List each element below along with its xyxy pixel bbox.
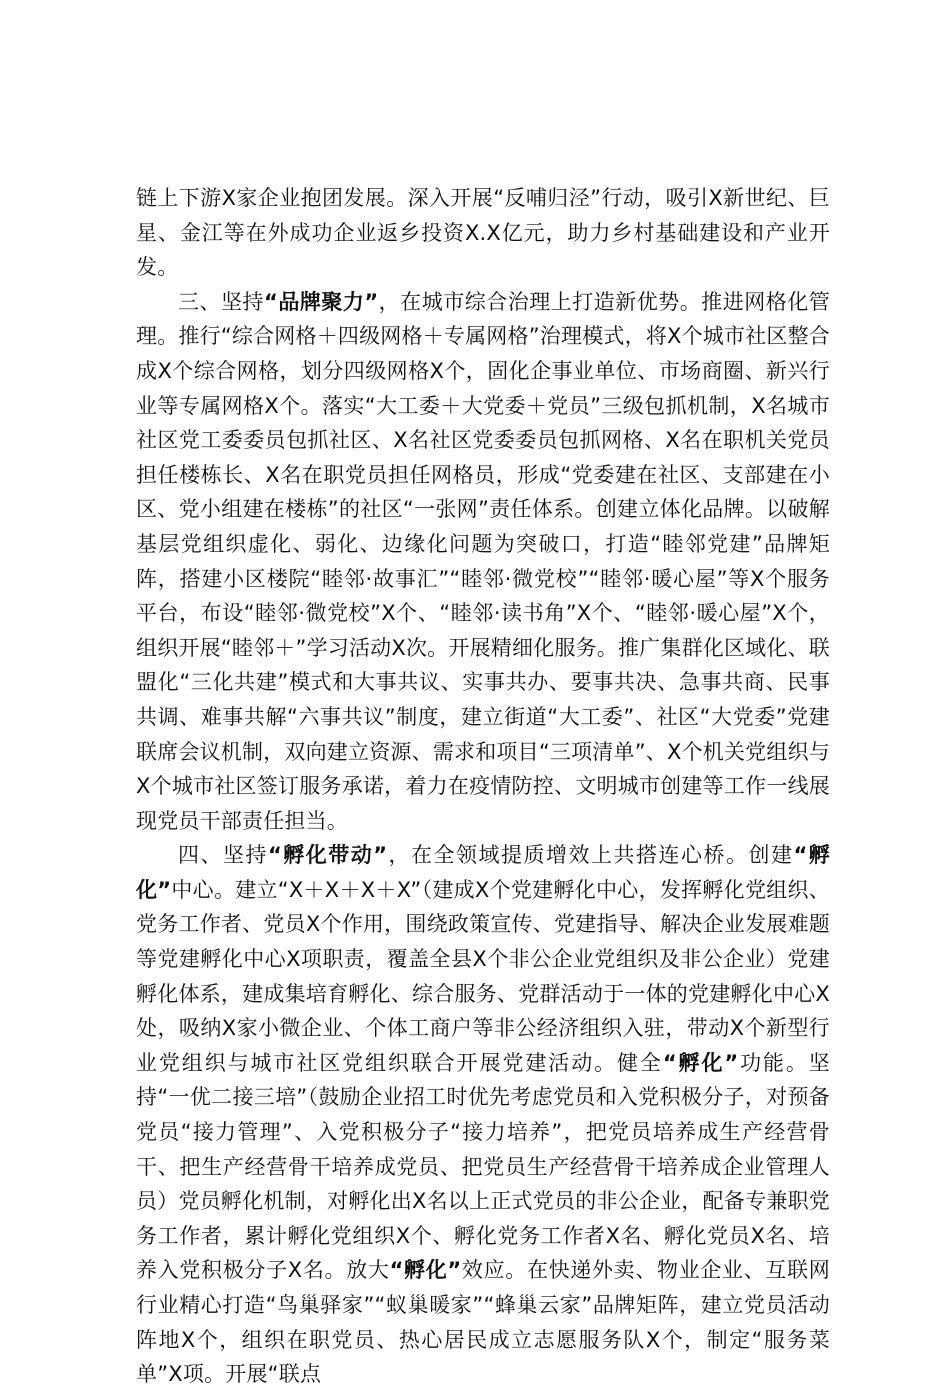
- paragraph-1-text: 链上下游X家企业抱团发展。深入开展“反哺归泾”行动，吸引X新世纪、巨星、金江等在外成功企业返乡投资X.X亿元，助力乡村基础建设和产业开发。: [136, 186, 830, 280]
- paragraph-3-highlight-3: “孵化”: [662, 1050, 739, 1075]
- paragraph-3-highlight-4: “孵化”: [389, 1258, 462, 1283]
- paragraph-3-body-2: 中心。建立“X＋X＋X＋X”（建成X个党建孵化中心，发挥孵化党组织、党务工作者、党员X个作用，围绕政策宣传、党建指导、解决企业发展难题等党建孵化中心X项职责，覆盖全县X个非公企业党组织及非公企业）党建孵化体系，建成集培育孵化、综合服务、党群活动于一体的党建孵化中心X处，吸纳X家小微企业、个体工商户等非公经济组织入驻，带动X个新型行业党组织与城市社区党组织联合开展党建活动。健全: [136, 877, 831, 1075]
- paragraph-3-body-3: 功能。坚持“一优二接三培”（鼓励企业招工时优先考虑党员和入党积极分子，对预备党员“接力管理”、入党积极分子“接力培养”，把党员培养成生产经营骨干、把生产经营骨干培养成党员、把党员生产经营骨干培养成企业管理人员）党员孵化机制，对孵化出X名以上正式党员的非公企业，配备专兼职党务工作者，累计孵化党组织X个、孵化党务工作者X名、孵化党员X名、培养入党积极分子X名。放大: [136, 1050, 830, 1283]
- body-text: [136, 181, 830, 1392]
- paragraph-3-highlight-2: “孵化”: [136, 843, 830, 902]
- paragraph-3: [136, 838, 830, 1392]
- paragraph-2-body: ，在城市综合治理上打造新优势。推进网格化管理。推行“综合网格＋四级网格＋专属网格”治理模式，将X个城市社区整合成X个综合网格，划分四级网格X个，固化企事业单位、市场商圈、新兴行业等专属网格X个。落实“大工委＋大党委＋党员”三级包抓机制，X名城市社区党工委委员包抓社区、X名社区党委委员包抓网格、X名在职机关党员担任楼栋长、X名在职党员担任网格员，形成“党委建在社区、支部建在小区、党小组建在楼栋”的社区“一张网”责任体系。创建立体化品牌。以破解基层党组织虚化、弱化、边缘化问题为突破口，打造“睦邻党建”品牌矩阵，搭建小区楼院“睦邻·故事汇”“睦邻·微党校”“睦邻·暖心屋”等X个服务平台，布设“睦邻·微党校”X个、“睦邻·读书角”X个、“睦邻·暖心屋”X个，组织开展“睦邻＋”学习活动X次。开展精细化服务。推广集群化区域化、联盟化“三化共建”模式和大事共议、实事共办、要事共决、急事共商、民事共调、难事共解“六事共议”制度，建立街道“大工委”、社区“大党委”党建联席会议机制，双向建立资源、需求和项目“三项清单”、X个机关党组织与X个城市社区签订服务承诺，着力在疫情防控、文明城市创建等工作一线展现党员干部责任担当。: [136, 289, 830, 833]
- paragraph-3-body-1: ，在全领域提质增效上共搭连心桥。创建: [387, 843, 794, 868]
- paragraph-2-highlight: “品牌聚力”: [264, 289, 379, 314]
- paragraph-2-lead: 三、坚持: [178, 289, 265, 314]
- paragraph-3-lead: 四、坚持: [178, 843, 268, 868]
- paragraph-3-body-4: 效应。在快递外卖、物业企业、互联网行业精心打造“鸟巢驿家”“蚁巢暖家”“蜂巢云家”品牌矩阵，建立党员活动阵地X个，组织在职党员、热心居民成立志愿服务队X个，制定“服务菜单”X项。开展“联点: [136, 1258, 830, 1387]
- paragraph-3-highlight: “孵化带动”: [267, 843, 388, 868]
- paragraph-2: [136, 285, 830, 839]
- paragraph-1: [136, 181, 830, 285]
